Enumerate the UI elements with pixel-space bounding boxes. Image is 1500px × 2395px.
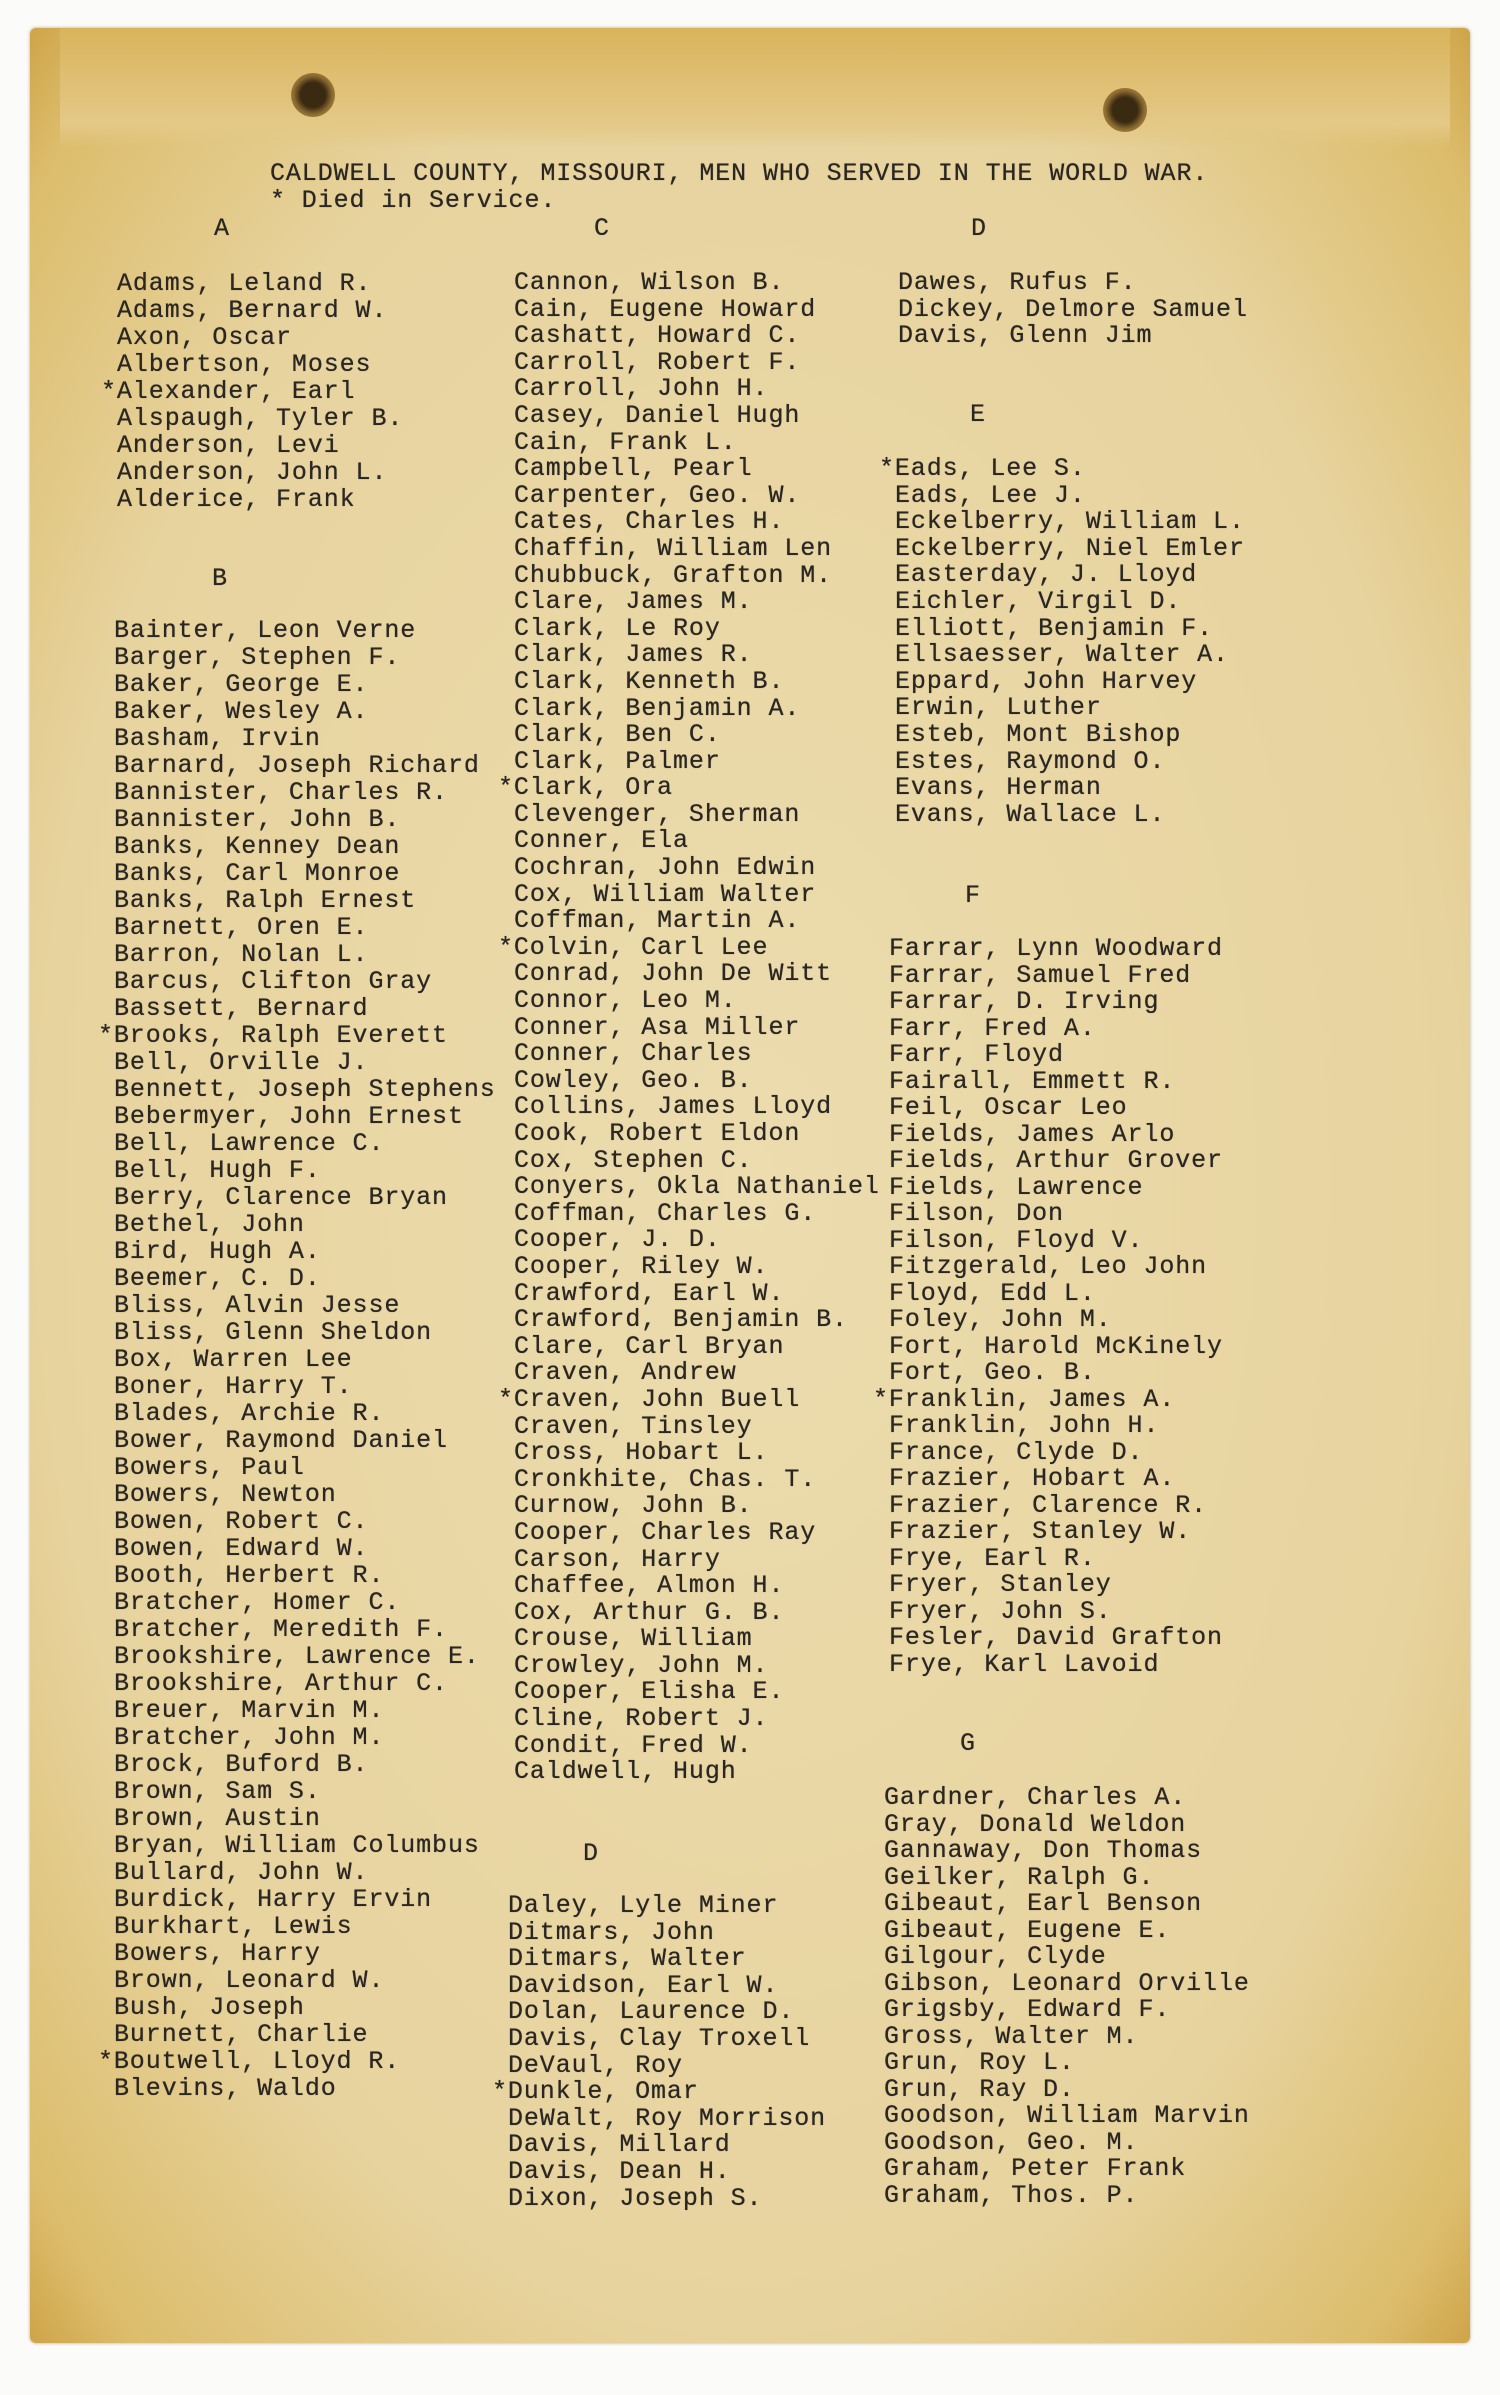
list-item: Cox, Arthur G. B.	[514, 1597, 785, 1627]
list-item: Banks, Kenney Dean	[114, 832, 401, 861]
list-item: Clark, James R.	[514, 640, 753, 670]
list-item: Cross, Hobart L.	[514, 1438, 769, 1468]
list-item: Dolan, Laurence D.	[508, 1997, 795, 2027]
list-item: Dickey, Delmore Samuel	[898, 294, 1248, 324]
list-item: Barnard, Joseph Richard	[114, 751, 480, 780]
list-item: Bannister, Charles R.	[114, 778, 448, 807]
list-item: France, Clyde D.	[889, 1437, 1144, 1467]
list-item: Cochran, John Edwin	[514, 853, 817, 883]
list-item: Connor, Leo M.	[514, 986, 737, 1016]
list-item: Dawes, Rufus F.	[898, 268, 1137, 297]
list-item: Cain, Frank L.	[514, 427, 737, 457]
list-item: Banks, Ralph Ernest	[114, 886, 417, 915]
list-item: Goodson, William Marvin	[884, 2101, 1250, 2130]
list-item: Conner, Asa Miller	[514, 1012, 801, 1042]
list-item: Anderson, John L.	[117, 458, 388, 487]
list-item: Berry, Clarence Bryan	[114, 1183, 448, 1212]
list-item: Farrar, Samuel Fred	[889, 960, 1192, 990]
list-item: Collins, James Lloyd	[514, 1092, 833, 1122]
list-item: Fryer, John S.	[889, 1596, 1112, 1626]
list-item: Cates, Charles H.	[514, 507, 785, 537]
list-item: Farrar, Lynn Woodward	[889, 934, 1223, 963]
list-item: Conyers, Okla Nathaniel	[514, 1172, 880, 1202]
list-item: DeWalt, Roy Morrison	[508, 2103, 827, 2133]
list-item: Chaffin, William Len	[514, 533, 833, 563]
list-item: Bethel, John	[114, 1210, 305, 1239]
list-item: Boner, Harry T.	[114, 1372, 353, 1401]
list-item: Ellsaesser, Walter A.	[895, 640, 1229, 670]
list-item: Crouse, William	[514, 1624, 753, 1654]
section-letter-d: D	[583, 1839, 599, 1868]
list-item: Bratcher, Homer C.	[114, 1588, 401, 1617]
list-item: Fields, Lawrence	[889, 1172, 1144, 1202]
list-item: Cain, Eugene Howard	[514, 294, 817, 324]
list-item: Carroll, John H.	[514, 374, 769, 404]
list-item: Bannister, John B.	[114, 805, 401, 834]
list-item: Crowley, John M.	[514, 1650, 769, 1680]
list-item: Clark, Ben C.	[514, 720, 721, 750]
list-item: Fields, James Arlo	[889, 1119, 1176, 1149]
list-item: Clark, Benjamin A.	[514, 693, 801, 723]
list-item: Feil, Oscar Leo	[889, 1093, 1128, 1122]
list-item: *Eads, Lee S.	[879, 454, 1086, 483]
list-item: Davis, Glenn Jim	[898, 321, 1153, 351]
list-item: Brown, Sam S.	[114, 1777, 321, 1806]
list-item: Eads, Lee J.	[895, 480, 1086, 510]
name-list-f	[873, 934, 1223, 1679]
list-item: Foley, John M.	[889, 1305, 1112, 1334]
list-item: Cox, Stephen C.	[514, 1145, 753, 1175]
list-item: Bush, Joseph	[114, 1993, 305, 2022]
paper-top-edge	[60, 28, 1450, 148]
list-item: Clare, James M.	[514, 587, 753, 617]
list-item: Baker, George E.	[114, 670, 369, 699]
list-item: Adams, Leland R.	[117, 269, 372, 298]
section-letter-a: A	[214, 214, 230, 243]
list-item: Coffman, Martin A.	[514, 906, 801, 936]
list-item: Booth, Herbert R.	[114, 1561, 385, 1590]
list-item: Daley, Lyle Miner	[508, 1891, 779, 1920]
list-item: Goodson, Geo. M.	[884, 2127, 1139, 2157]
list-item: Bliss, Glenn Sheldon	[114, 1318, 433, 1347]
list-item: Curnow, John B.	[514, 1491, 753, 1521]
list-item: *Alexander, Earl	[101, 377, 356, 406]
name-list-g	[884, 1785, 1250, 2209]
list-item: Albertson, Moses	[117, 350, 372, 379]
list-item: Box, Warren Lee	[114, 1345, 353, 1374]
section-letter-f: F	[965, 881, 981, 910]
list-item: Carroll, Robert F.	[514, 347, 801, 377]
list-item: Grun, Roy L.	[884, 2048, 1075, 2077]
list-item: Gibeaut, Earl Benson	[884, 1889, 1203, 1918]
list-item: Barnett, Oren E.	[114, 913, 369, 942]
list-item: Carpenter, Geo. W.	[514, 480, 801, 510]
list-item: Evans, Herman	[895, 773, 1102, 803]
list-item: Burkhart, Lewis	[114, 1912, 353, 1941]
list-item: *Clark, Ora	[498, 773, 673, 803]
list-item: Bullard, John W.	[114, 1858, 369, 1887]
list-item: Coffman, Charles G.	[514, 1198, 817, 1228]
list-item: Anderson, Levi	[117, 431, 340, 460]
list-item: Blades, Archie R.	[114, 1399, 385, 1428]
list-item: Fesler, David Grafton	[889, 1623, 1223, 1652]
list-item: Filson, Don	[889, 1199, 1064, 1228]
list-item: Esteb, Mont Bishop	[895, 719, 1182, 749]
list-item: Graham, Peter Frank	[884, 2154, 1187, 2183]
list-item: Franklin, John H.	[889, 1411, 1160, 1440]
list-item: Floyd, Edd L.	[889, 1278, 1096, 1308]
list-item: Frazier, Clarence R.	[889, 1490, 1208, 1520]
section-letter-b: B	[212, 564, 228, 593]
list-item: Davis, Millard	[508, 2130, 731, 2160]
list-item: Eckelberry, Niel Emler	[895, 533, 1245, 563]
binder-hole-left	[291, 73, 335, 117]
list-item: Bower, Raymond Daniel	[114, 1426, 448, 1455]
list-item: Cowley, Geo. B.	[514, 1065, 753, 1095]
list-item: Frazier, Hobart A.	[889, 1464, 1176, 1493]
list-item: DeVaul, Roy	[508, 2050, 683, 2080]
name-list-d	[898, 270, 1248, 350]
list-item: Clare, Carl Bryan	[514, 1331, 785, 1361]
name-list-a	[101, 269, 404, 514]
list-item: *Craven, John Buell	[498, 1384, 801, 1414]
list-item: Erwin, Luther	[895, 693, 1102, 723]
list-item: Grigsby, Edward F.	[884, 1995, 1171, 2024]
list-item: Basham, Irvin	[114, 724, 321, 753]
list-item: Brown, Austin	[114, 1804, 321, 1833]
list-item: Bratcher, Meredith F.	[114, 1615, 448, 1644]
list-item: Campbell, Pearl	[514, 454, 753, 484]
list-item: Beemer, C. D.	[114, 1264, 321, 1293]
list-item: Barron, Nolan L.	[114, 940, 369, 969]
list-item: Fairall, Emmett R.	[889, 1066, 1176, 1096]
name-list-c	[498, 268, 880, 1787]
list-item: Easterday, J. Lloyd	[895, 560, 1198, 590]
list-item: Farr, Floyd	[889, 1040, 1064, 1069]
name-list-b	[98, 616, 496, 2103]
list-item: Bell, Hugh F.	[114, 1156, 321, 1185]
list-item: Cook, Robert Eldon	[514, 1119, 801, 1148]
list-item: Conner, Ela	[514, 826, 689, 856]
list-item: Brookshire, Arthur C.	[114, 1669, 448, 1698]
name-list-e	[879, 454, 1245, 829]
list-item: Fort, Geo. B.	[889, 1358, 1096, 1387]
list-item: Geilker, Ralph G.	[884, 1862, 1155, 1892]
list-item: Ditmars, Walter	[508, 1944, 747, 1974]
list-item: Casey, Daniel Hugh	[514, 400, 801, 430]
list-item: Gilgour, Clyde	[884, 1942, 1107, 1971]
list-item: Blevins, Waldo	[114, 2074, 337, 2103]
list-item: Frazier, Stanley W.	[889, 1517, 1192, 1546]
document-title: CALDWELL COUNTY, MISSOURI, MEN WHO SERVED IN THE WORLD WAR.	[270, 159, 1209, 188]
list-item: Burnett, Charlie	[114, 2020, 369, 2049]
list-item: Bassett, Bernard	[114, 994, 369, 1023]
list-item: Fryer, Stanley	[889, 1570, 1112, 1599]
list-item: Elliott, Benjamin F.	[895, 613, 1214, 643]
list-item: Davidson, Earl W.	[508, 1970, 779, 2000]
list-item: *Dunkle, Omar	[492, 2077, 699, 2107]
list-item: Carson, Harry	[514, 1544, 721, 1574]
list-item: Bird, Hugh A.	[114, 1237, 321, 1266]
list-item: Davis, Dean H.	[508, 2156, 731, 2186]
list-item: Bowers, Newton	[114, 1480, 337, 1509]
list-item: Craven, Andrew	[514, 1358, 737, 1388]
list-item: Fort, Harold McKinely	[889, 1331, 1223, 1361]
list-item: Eichler, Virgil D.	[895, 586, 1182, 616]
list-item: Cox, William Walter	[514, 879, 817, 909]
list-item: Cashatt, Howard C.	[514, 321, 801, 351]
list-item: Conner, Charles	[514, 1039, 753, 1069]
list-item: Clark, Palmer	[514, 746, 721, 776]
list-item: Clevenger, Sherman	[514, 799, 801, 829]
list-item: Clark, Kenneth B.	[514, 666, 785, 696]
list-item: Crawford, Earl W.	[514, 1278, 785, 1308]
list-item: Gray, Donald Weldon	[884, 1809, 1187, 1839]
list-item: Chaffee, Almon H.	[514, 1571, 785, 1601]
list-item: Bennett, Joseph Stephens	[114, 1075, 496, 1104]
list-item: Evans, Wallace L.	[895, 799, 1166, 829]
list-item: Caldwell, Hugh	[514, 1757, 737, 1787]
list-item: Farrar, D. Irving	[889, 987, 1160, 1016]
list-item: Bainter, Leon Verne	[114, 616, 417, 645]
died-in-service-legend: * Died in Service.	[270, 186, 557, 215]
list-item: Bliss, Alvin Jesse	[114, 1291, 401, 1320]
list-item: Baker, Wesley A.	[114, 697, 369, 726]
list-item: Cooper, Charles Ray	[514, 1517, 817, 1547]
list-item: Eppard, John Harvey	[895, 666, 1198, 696]
list-item: Filson, Floyd V.	[889, 1225, 1144, 1255]
list-item: Bowers, Harry	[114, 1939, 321, 1968]
list-item: Bowen, Robert C.	[114, 1507, 369, 1536]
list-item: Chubbuck, Grafton M.	[514, 560, 833, 590]
list-item: Brown, Leonard W.	[114, 1966, 385, 1995]
name-list-d	[492, 1891, 827, 2213]
list-item: Graham, Thos. P.	[884, 2180, 1139, 2210]
list-item: Cooper, Elisha E.	[514, 1677, 785, 1707]
list-item: Bowen, Edward W.	[114, 1534, 369, 1563]
list-item: Breuer, Marvin M.	[114, 1696, 385, 1725]
list-item: Craven, Tinsley	[514, 1411, 753, 1441]
list-item: Bell, Orville J.	[114, 1048, 369, 1077]
list-item: Conrad, John De Witt	[514, 959, 833, 989]
list-item: Cronkhite, Chas. T.	[514, 1464, 817, 1494]
list-item: Gibson, Leonard Orville	[884, 1968, 1250, 1998]
list-item: Gannaway, Don Thomas	[884, 1836, 1203, 1865]
list-item: Burdick, Harry Ervin	[114, 1885, 433, 1914]
list-item: Condit, Fred W.	[514, 1730, 753, 1760]
list-item: *Boutwell, Lloyd R.	[98, 2047, 401, 2076]
list-item: Gardner, Charles A.	[884, 1783, 1187, 1812]
list-item: Farr, Fred A.	[889, 1013, 1096, 1043]
section-letter-c: C	[594, 214, 610, 243]
list-item: Adams, Bernard W.	[117, 296, 388, 325]
list-item: Clark, Le Roy	[514, 613, 721, 643]
list-item: Axon, Oscar	[117, 323, 292, 352]
binder-hole-right	[1103, 88, 1147, 132]
list-item: Fitzgerald, Leo John	[889, 1252, 1208, 1281]
list-item: Bryan, William Columbus	[114, 1831, 480, 1860]
list-item: *Franklin, James A.	[873, 1384, 1176, 1414]
list-item: Ditmars, John	[508, 1917, 715, 1947]
list-item: Barcus, Clifton Gray	[114, 967, 433, 996]
list-item: *Brooks, Ralph Everett	[98, 1021, 448, 1050]
list-item: Bebermyer, John Ernest	[114, 1102, 464, 1131]
list-item: Frye, Earl R.	[889, 1543, 1096, 1573]
list-item: Bell, Lawrence C.	[114, 1129, 385, 1158]
list-item: Cannon, Wilson B.	[514, 268, 785, 297]
list-item: Gross, Walter M.	[884, 2021, 1139, 2051]
list-item: Crawford, Benjamin B.	[514, 1305, 848, 1335]
list-item: Brock, Buford B.	[114, 1750, 369, 1779]
list-item: Grun, Ray D.	[884, 2074, 1075, 2104]
list-item: Estes, Raymond O.	[895, 746, 1166, 776]
list-item: Banks, Carl Monroe	[114, 859, 401, 888]
list-item: Davis, Clay Troxell	[508, 2023, 811, 2053]
section-letter-d: D	[971, 214, 987, 243]
list-item: Alspaugh, Tyler B.	[117, 404, 404, 433]
list-item: Bratcher, John M.	[114, 1723, 385, 1752]
list-item: Alderice, Frank	[117, 485, 356, 514]
section-letter-g: G	[960, 1729, 976, 1758]
list-item: Cooper, Riley W.	[514, 1251, 769, 1281]
list-item: Cooper, J. D.	[514, 1225, 721, 1255]
list-item: Cline, Robert J.	[514, 1704, 769, 1734]
list-item: Frye, Karl Lavoid	[889, 1649, 1160, 1679]
list-item: Fields, Arthur Grover	[889, 1146, 1223, 1175]
list-item: Bowers, Paul	[114, 1453, 305, 1482]
section-letter-e: E	[970, 400, 986, 429]
list-item: *Colvin, Carl Lee	[498, 932, 769, 962]
list-item: Gibeaut, Eugene E.	[884, 1915, 1171, 1945]
list-item: Dixon, Joseph S.	[508, 2183, 763, 2213]
list-item: Eckelberry, William L.	[895, 507, 1245, 537]
list-item: Barger, Stephen F.	[114, 643, 401, 672]
list-item: Brookshire, Lawrence E.	[114, 1642, 480, 1671]
